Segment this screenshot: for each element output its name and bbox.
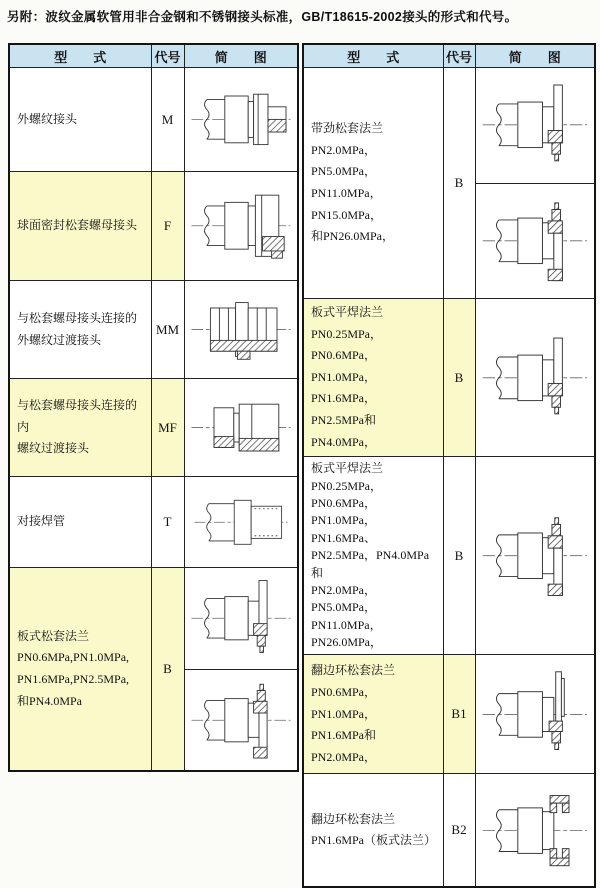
diagram-flange-plate-bottom — [187, 673, 295, 767]
type-line: 翻边环松套法兰 — [311, 811, 396, 826]
table-row — [9, 68, 298, 172]
code-cell: B — [443, 68, 475, 299]
column-header-type: 型 式 — [9, 44, 151, 68]
type-cell — [303, 457, 443, 655]
type-line: PN11.0MPa，PN26.0MPa， — [311, 617, 383, 650]
diagram-flange-plate-top — [187, 571, 295, 665]
fitting-schematic — [476, 655, 595, 773]
column-header-diagram: 简 图 — [184, 44, 298, 68]
type-line: 和PN26.0MPa， — [311, 229, 395, 244]
code-cell: MM — [151, 281, 184, 379]
type-cell — [9, 379, 151, 477]
type-line: PN1.6MPa,PN2.5MPa, — [17, 672, 130, 686]
fitting-table-right — [302, 43, 596, 888]
fitting-schematic — [476, 774, 595, 886]
diagram-cell — [475, 457, 595, 655]
fitting-tables-container — [8, 43, 596, 888]
diagram-butt-weld-pipe — [187, 480, 295, 565]
diagram-cell — [184, 379, 298, 477]
type-line: PN1.0MPa，PN1.6MPa， — [311, 369, 377, 406]
type-cell — [9, 477, 151, 568]
type-line: 板式松套法兰 — [17, 628, 90, 643]
diagram-cell — [184, 281, 298, 379]
fitting-schematic — [476, 299, 595, 456]
fitting-schematic — [185, 281, 298, 378]
table-row — [9, 281, 298, 379]
fitting-schematic — [185, 379, 298, 476]
code-cell: B — [443, 457, 475, 655]
fitting-schematic — [476, 183, 595, 299]
fitting-schematic — [185, 568, 298, 669]
type-cell — [9, 568, 151, 772]
code-cell: B1 — [443, 655, 475, 774]
table-row — [303, 774, 595, 888]
type-line: 与松套螺母接头连接的内 — [17, 398, 138, 434]
type-line: PN0.6MPa，PN1.0MPa， — [311, 685, 377, 721]
type-cell — [9, 281, 151, 379]
code-cell: MF — [151, 379, 184, 477]
diagram-flange-plate-top — [478, 71, 592, 179]
type-line: 带劲松套法兰 — [311, 121, 384, 136]
type-cell — [303, 299, 443, 457]
diagram-female-adapter — [187, 382, 295, 473]
type-line: 翻边环松套法兰 — [311, 663, 396, 678]
diagram-flange-plate-top — [478, 304, 592, 452]
code-cell: F — [151, 172, 184, 281]
type-line: PN2.5MPa，PN4.0MPa和 — [311, 548, 430, 580]
table-row — [9, 172, 298, 281]
diagram-flange-plate-bottom — [478, 187, 592, 295]
column-header-code: 代号 — [443, 44, 475, 68]
type-line: 板式平焊法兰 — [311, 305, 384, 319]
type-line: PN0.25MPa，PN0.6MPa， — [311, 478, 383, 510]
table-row — [303, 655, 595, 774]
type-line: 板式平焊法兰 — [311, 461, 384, 476]
type-line: PN0.25MPa，PN0.6MPa， — [311, 326, 383, 363]
diagram-flange-plate-bottom — [478, 463, 592, 648]
code-cell: B — [443, 299, 475, 457]
column-header-type: 型 式 — [303, 44, 443, 68]
diagram-cell — [184, 568, 298, 772]
fitting-schematic — [185, 477, 298, 567]
diagram-cell — [184, 477, 298, 568]
fitting-schematic — [185, 68, 298, 171]
type-cell — [9, 68, 151, 172]
type-line: PN1.6MPa和PN2.0MPa， — [311, 728, 377, 764]
type-cell — [303, 774, 443, 888]
type-line: 对接焊管 — [17, 514, 66, 529]
type-cell — [303, 655, 443, 774]
fitting-table-left — [8, 43, 299, 772]
standard-intro-text: 另附：波纹金属软管用非合金钢和不锈钢接头标准，GB/T18615-2002接头的形式和代号。 — [7, 10, 518, 24]
diagram-cell — [475, 68, 595, 299]
code-cell: B — [151, 568, 184, 772]
type-line: 和PN4.0MPa — [17, 693, 83, 708]
table-row — [9, 477, 298, 568]
code-cell: T — [151, 477, 184, 568]
type-line: 外螺纹接头 — [17, 111, 78, 126]
type-line: 外螺纹过渡接头 — [17, 332, 102, 347]
type-line: 螺纹过渡接头 — [17, 441, 90, 456]
column-header-code: 代号 — [151, 44, 184, 68]
code-cell: M — [151, 68, 184, 172]
header-row — [9, 44, 298, 68]
fitting-schematic — [476, 457, 595, 654]
diagram-male-thread — [187, 71, 295, 168]
header-row — [303, 44, 595, 68]
type-line: 球面密封松套螺母接头 — [17, 218, 138, 233]
type-line: PN2.0MPa，PN5.0MPa， — [311, 142, 377, 179]
type-line: PN2.0MPa，PN5.0MPa， — [311, 582, 377, 615]
diagram-flange-ring — [478, 778, 592, 883]
diagram-cell — [184, 172, 298, 281]
fitting-schematic — [185, 669, 298, 771]
type-line: 与松套螺母接头连接的 — [17, 310, 138, 325]
diagram-cell — [475, 774, 595, 888]
type-cell — [9, 172, 151, 281]
diagram-cell — [475, 299, 595, 457]
diagram-male-nipple — [187, 284, 295, 375]
type-cell — [303, 68, 443, 299]
fitting-schematic — [185, 172, 298, 280]
diagram-flange-thin-top — [478, 659, 592, 770]
type-line: PN0.6MPa,PN1.0MPa, — [17, 650, 130, 665]
diagram-cell — [475, 655, 595, 774]
table-row — [9, 379, 298, 477]
diagram-nut-union — [187, 175, 295, 277]
type-line: PN2.5MPa和PN4.0MPa， — [311, 412, 377, 449]
column-header-diagram: 简 图 — [475, 44, 595, 68]
table-row — [303, 457, 595, 655]
type-line: PN1.6MPa（板式法兰） — [311, 833, 437, 848]
fitting-schematic — [476, 68, 595, 183]
type-line: PN1.0MPa，PN1.6MPa、 — [311, 513, 377, 545]
table-row — [303, 299, 595, 457]
table-row — [303, 68, 595, 299]
code-cell: B2 — [443, 774, 475, 888]
table-row — [9, 568, 298, 772]
diagram-cell — [184, 68, 298, 172]
type-line: PN11.0MPa，PN15.0MPa， — [311, 186, 383, 222]
